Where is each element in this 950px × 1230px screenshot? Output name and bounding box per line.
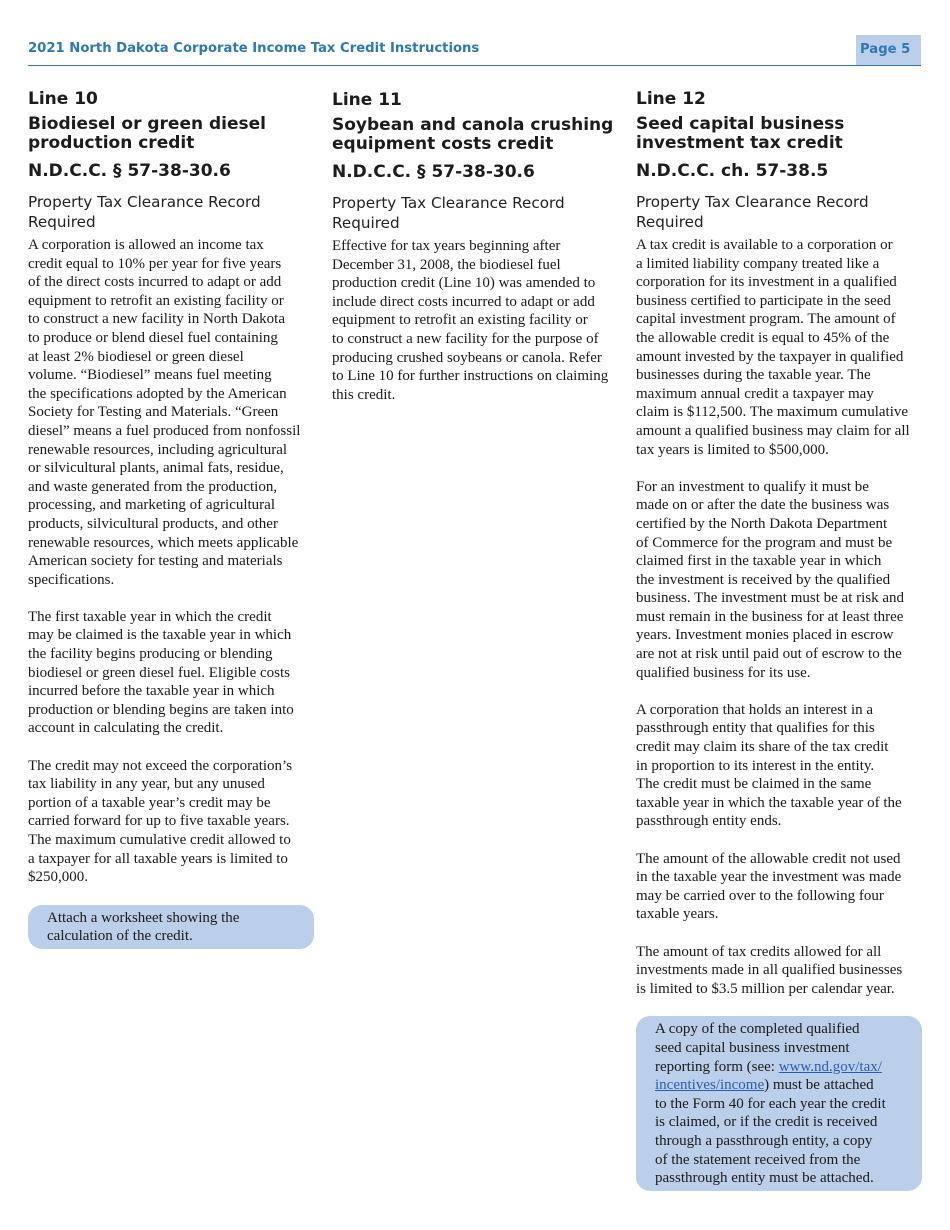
body-paragraph: A corporation that holds an interest in a passthrough entity that qualifies for this credit may claim its share of the tax credit in proportion to its interest in the entity. The credit must be claimed in the same taxable year in which the taxable year of the passthrough entity ends. — [636, 701, 902, 830]
reporting-form-note-box — [636, 1016, 922, 1190]
incentives-income-link[interactable]: www.nd.gov/tax/ incentives/income — [655, 1058, 882, 1094]
line-10-section — [28, 88, 314, 949]
page-number-badge: Page 5 — [856, 35, 921, 65]
line-number: Line 11 — [332, 90, 402, 110]
line-number: Line 12 — [636, 89, 706, 109]
credit-title: Soybean and canola crushing equipment costs credit — [332, 115, 614, 154]
credit-title: Biodiesel or green diesel production credit — [28, 114, 266, 153]
body-paragraph: For an investment to qualify it must be made on or after the date the business was certified by the North Dakota Department of Commerce for the program and must be claimed first in the taxable year in which the investment is received by the qualified business. The investment must be at risk and must remain in the business for at least three years. Investment monies placed in escrow are not at risk until paid out of escrow to the qualified business for its use. — [636, 478, 905, 681]
credit-title: Seed capital business investment tax credit — [636, 114, 845, 153]
body-paragraph: Effective for tax years beginning after December 31, 2008, the biodiesel fuel production credit (Line 10) was amended to include direct costs incurred to adapt or add equipment to retrofit an existing facility or to construct a new facility for the purpose of producing crushed soybeans or canola. Refer to Line 10 for further instructions on claiming this credit. — [332, 238, 609, 403]
body-paragraph: A corporation is allowed an income tax credit equal to 10% per year for five years of the direct costs incurred to adapt or add equipment to retrofit an existing facility or to construct a new facility in North Dakota to produce or blend diesel fuel containing at least 2% biodiesel or green diesel volume. “Biodiesel” means fuel meeting the specifications adopted by the American Society for Testing and Materials. “Green diesel” means a fuel produced from nonfossil renewable resources, including agricultural or silvicultural plants, animal fats, residue, and waste generated from the production, processing, and marketing of agricultural products, silvicultural products, and other renewable resources, which meets applicable American society for testing and materials specifications. — [28, 237, 301, 588]
note-text-before-link: A copy of the completed qualified seed capital business investment reporting form (see: — [655, 1021, 860, 1075]
statute-reference: N.D.C.C. § 57-38-30.6 — [332, 162, 535, 182]
line-number: Line 10 — [28, 89, 98, 109]
note-text-after-link: ) must be attached to the Form 40 for each year the credit is claimed, or if the credit is received through a passthrough entity, a copy of the statement received from the passthrough entity must be attached. — [655, 1077, 886, 1187]
clearance-requirement: Property Tax Clearance Record Required — [636, 193, 869, 231]
clearance-requirement: Property Tax Clearance Record Required — [28, 193, 261, 231]
body-paragraph: The amount of tax credits allowed for all investments made in all qualified businesses is limited to $3.5 million per calendar year. — [636, 943, 903, 997]
statute-reference: N.D.C.C. § 57-38-30.6 — [28, 161, 231, 181]
clearance-requirement: Property Tax Clearance Record Required — [332, 194, 565, 232]
body-paragraph: The amount of the allowable credit not used in the taxable year the investment was made may be carried over to the following four taxable years. — [636, 850, 902, 923]
page-header — [28, 35, 921, 66]
body-paragraph: The first taxable year in which the credit may be claimed is the taxable year in which the facility begins producing or blending biodiesel or green diesel fuel. Eligible costs incurred before the taxable year in which production or blending begins are taken into account in calculating the credit. — [28, 608, 294, 737]
statute-reference: N.D.C.C. ch. 57-38.5 — [636, 161, 829, 181]
document-title: 2021 North Dakota Corporate Income Tax Credit Instructions — [28, 41, 480, 56]
worksheet-note-box: Attach a worksheet showing the calculation of the credit. — [28, 905, 314, 949]
line-12-section — [636, 88, 922, 1191]
body-paragraph: The credit may not exceed the corporation’s tax liability in any year, but any unused portion of a taxable year’s credit may be carried forward for up to five taxable years. The maximum cumulative credit allowed to a taxpayer for all taxable years is limited to $250,000. — [28, 757, 293, 886]
line-11-section — [332, 89, 618, 404]
body-paragraph: A tax credit is available to a corporation or a limited liability company treated like a corporation for its investment in a qualified business certified to participate in the seed capital investment program. The amount of the allowable credit is equal to 45% of the amount invested by the taxpayer in qualified businesses during the taxable year. The maximum annual credit a taxpayer may claim is $112,500. The maximum cumulative amount a qualified business may claim for all tax years is limited to $500,000. — [636, 237, 910, 458]
